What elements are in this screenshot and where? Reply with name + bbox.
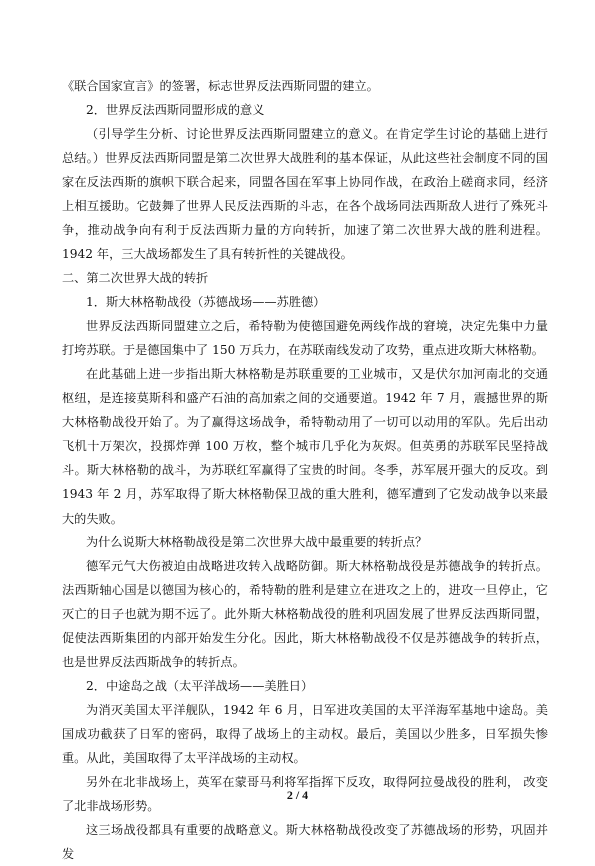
paragraph-9: 德军元气大伤被迫由战略进攻转入战略防御。斯大林格勒战役是苏德战争的转折点。法西斯轴心国是以德国为核心的，希特勒的胜利是建立在进攻之上的，进攻一旦停止，它灭亡的日子也就为期不远了。此外斯大林格勒战役的胜利巩固发展了世界反法西斯同盟，促使法西斯集团的内部开始发生分化。因此，斯大林格勒战役不仅是苏德战争的转折点，也是世界反法西斯战争的转折点。: [62, 559, 548, 670]
paragraph-1: 《联合国家宣言》的签署，标志世界反法西斯同盟的建立。: [62, 79, 379, 93]
section-heading-significance: 2．世界反法西斯同盟形成的意义: [86, 103, 265, 117]
paragraph-11: 为消灭美国太平洋舰队，1942 年 6 月，日军进攻美国的太平洋海军基地中途岛。美国成功截获了日军的密码，取得了战场上的主动权。最后，美国以少胜多，日军损失惨重。从此，美国取得了太平洋战场的主动权。: [62, 703, 548, 766]
paragraph-7: 在此基础上进一步指出斯大林格勒是苏联重要的工业城市，又是伏尔加河南北的交通枢纽，是连接莫斯科和盛产石油的高加索之间的交通要道。1942 年 7 月，震撼世界的斯大林格勒战役开始了。为了赢得这场战争，希特勒动用了一切可以动用的军队。先后出动飞机十万架次，投掷炸弹 100 万枚，整个城市几乎化为灰烬。但英勇的苏联军民坚持战斗。斯大林格勒的战斗，为苏联红军赢得了宝贵的时间。冬季，苏军展开强大的反攻。到 1943 年 2 月，苏军取得了斯大林格勒保卫战的重大胜利，德军遭到了它发动战争以来最大的失败。: [62, 367, 548, 526]
paragraph-3: （引导学生分析、讨论世界反法西斯同盟建立的意义。在肯定学生讨论的基础上进行总结。）世界反法西斯同盟是第二次世界大战胜利的基本保证，从此这些社会制度不同的国家在反法西斯的旗帜下联合起来，同盟各国在军事上协同作战，在政治上磋商求同，经济上相互援助。它鼓舞了世界人民反法西斯的斗志，在各个战场同法西斯敌人进行了殊死斗争，推动战争向有利于反法西斯力量的方向转折，加速了第二次世界大战的胜利进程。1942 年，三大战场都发生了具有转折性的关键战役。: [62, 127, 548, 262]
subheading-midway: 2．中途岛之战（太平洋战场——美胜日）: [86, 679, 314, 693]
section-heading-turning-point: 二、第二次世界大战的转折: [62, 271, 209, 285]
paragraph-13: 这三场战役都具有重要的战略意义。斯大林格勒战役改变了苏德战场的形势，巩固并发: [62, 823, 548, 862]
question-line: 为什么说斯大林格勒战役是第二次世界大战中最重要的转折点？: [86, 535, 428, 549]
paragraph-6: 世界反法西斯同盟建立之后，希特勒为使德国避免两线作战的窘境，决定先集中力量打垮苏联。于是德国集中了 150 万兵力，在苏联南线发动了攻势，重点进攻斯大林格勒。: [62, 319, 548, 358]
page-number: 2 / 4: [286, 788, 309, 802]
paragraph-12: 另外在北非战场上，英军在蒙哥马利将军指挥下反攻，取得阿拉曼战役的胜利， 改变了北非战场形势。: [62, 775, 548, 814]
subheading-stalingrad: 1．斯大林格勒战役（苏德战场——苏胜德）: [86, 295, 326, 309]
